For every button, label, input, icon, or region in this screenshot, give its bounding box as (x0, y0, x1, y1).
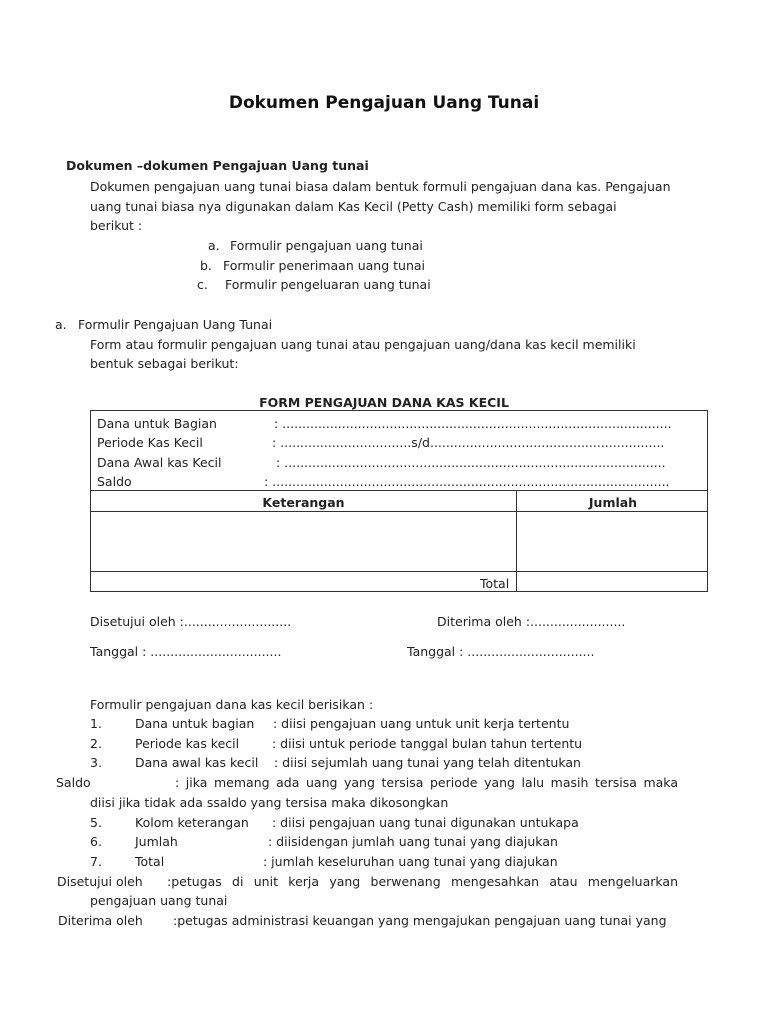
list-number: 5. (90, 815, 102, 830)
column-keterangan: Keterangan (262, 495, 345, 510)
list-desc: : jumlah keseluruhan uang tunai yang diajukan (263, 854, 558, 869)
section-heading: Dokumen –dokumen Pengajuan Uang tunai (66, 158, 369, 173)
field-label: Dana untuk Bagian (97, 416, 217, 431)
list-desc: : diisi pengajuan uang untuk unit kerja tertentu (273, 716, 570, 731)
list-number: 7. (90, 854, 102, 869)
list-number: 6. (90, 834, 102, 849)
approved-by: Disetujui oleh :........................... (90, 614, 292, 629)
intro-line-2: uang tunai biasa nya digunakan dalam Kas Kecil (Petty Cash) memiliki form sebagai (90, 199, 617, 214)
list-label: Dana untuk bagian (135, 716, 255, 731)
list-label: Periode kas kecil (135, 736, 240, 751)
subsection-marker: a. (55, 317, 67, 332)
field-label: Periode Kas Kecil (97, 435, 203, 450)
form-list-item: Formulir pengeluaran uang tunai (225, 277, 431, 292)
list-label: Jumlah (135, 834, 178, 849)
disetujui-desc: :petugas di unit kerja yang berwenang mengesahkan atau mengeluarkan (167, 874, 678, 889)
contents-heading: Formulir pengajuan dana kas kecil berisikan : (90, 697, 374, 712)
subsection-text-2: bentuk sebagai berikut: (90, 356, 239, 371)
form-divider (91, 490, 707, 491)
saldo-desc: : jika memang ada uang yang tersisa periode yang lalu masih tersisa maka (175, 775, 678, 790)
list-desc: : diisi pengajuan uang tunai digunakan untukapa (272, 815, 579, 830)
list-number: 1. (90, 716, 102, 731)
disetujui-label: Disetujui oleh (57, 874, 143, 889)
list-desc: : diisi untuk periode tanggal bulan tahun tertentu (272, 736, 583, 751)
form-list-item: Formulir pengajuan uang tunai (230, 238, 423, 253)
form-list-marker: b. (200, 258, 212, 273)
diterima-desc: :petugas administrasi keuangan yang mengajukan pengajuan uang tunai yang (173, 913, 667, 928)
form-list-marker: a. (208, 238, 220, 253)
field-value: : ................................................................................................ (276, 455, 666, 470)
field-value: : .................................................................................................... (264, 474, 670, 489)
form-column-divider (516, 490, 517, 592)
page-title: Dokumen Pengajuan Uang Tunai (228, 93, 540, 113)
disetujui-cont: pengajuan uang tunai (90, 893, 228, 908)
form-divider (91, 571, 707, 572)
saldo-cont: diisi jika tidak ada ssaldo yang tersisa maka dikosongkan (90, 795, 449, 810)
list-number: 2. (90, 736, 102, 751)
field-label: Dana Awal kas Kecil (97, 455, 222, 470)
subsection-heading: Formulir Pengajuan Uang Tunai (78, 317, 273, 332)
list-desc: : diisi sejumlah uang tunai yang telah ditentukan (274, 755, 581, 770)
list-number: 3. (90, 755, 102, 770)
received-by: Diterima oleh :........................ (437, 614, 626, 629)
form-list-marker: c. (197, 277, 208, 292)
list-label: Total (135, 854, 165, 869)
field-value: : .................................s/d........................................................... (272, 435, 665, 450)
subsection-text-1: Form atau formulir pengajuan uang tunai atau pengajuan uang/dana kas kecil memiliki (90, 337, 636, 352)
form-title: FORM PENGAJUAN DANA KAS KECIL (259, 395, 509, 410)
date-right: Tanggal : ................................ (407, 644, 595, 659)
saldo-label: Saldo (56, 775, 91, 790)
field-label: Saldo (97, 474, 132, 489)
date-left: Tanggal : ................................. (90, 644, 282, 659)
list-label: Kolom keterangan (135, 815, 249, 830)
total-label: Total (480, 576, 510, 591)
field-value: : .................................................................................................. (274, 416, 672, 431)
form-divider (91, 511, 707, 512)
list-desc: : diisidengan jumlah uang tunai yang diajukan (268, 834, 558, 849)
column-jumlah: Jumlah (588, 495, 638, 510)
list-label: Dana awal kas kecil (135, 755, 259, 770)
form-list-item: Formulir penerimaan uang tunai (223, 258, 426, 273)
intro-line-3: berikut : (90, 218, 143, 233)
intro-line-1: Dokumen pengajuan uang tunai biasa dalam bentuk formuli pengajuan dana kas. Pengajuan (90, 179, 671, 194)
diterima-label: Diterima oleh (58, 913, 143, 928)
